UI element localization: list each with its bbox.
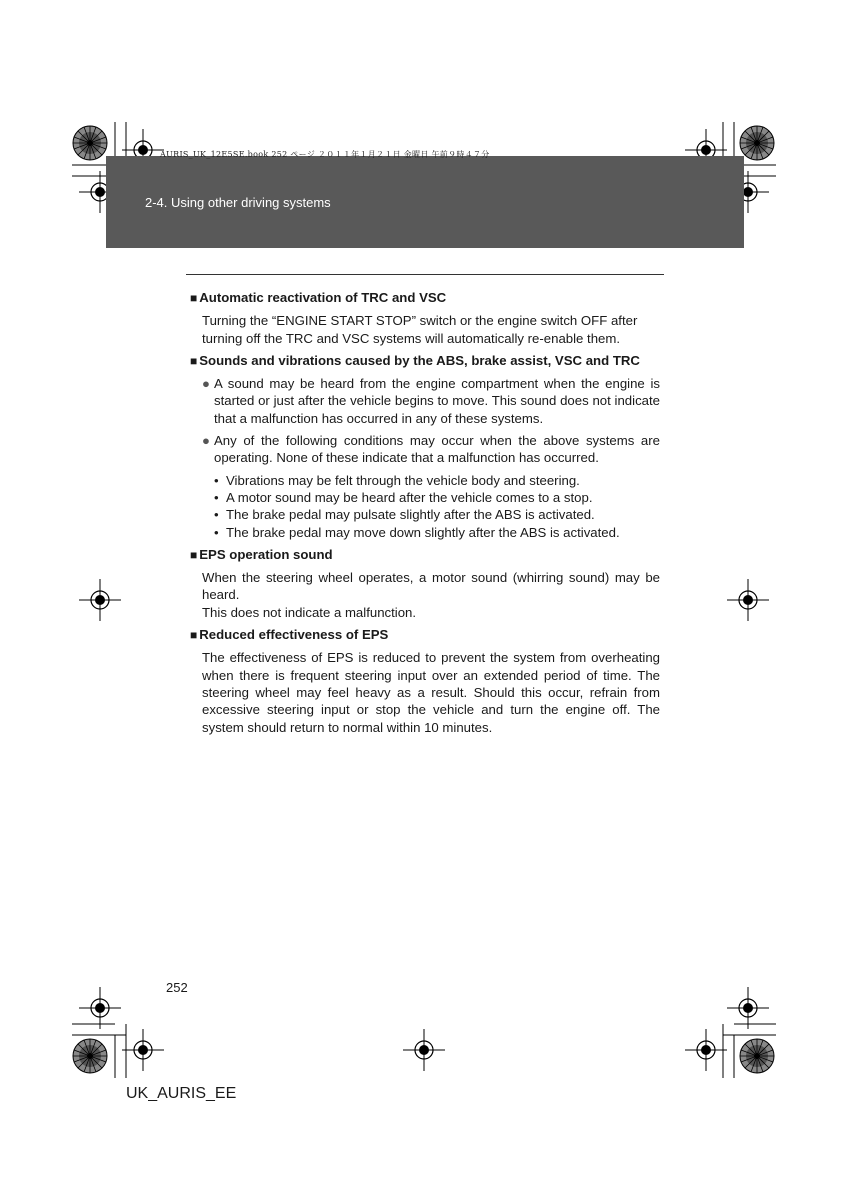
sub-bullet-item xyxy=(214,524,660,541)
bullet-text: Any of the following conditions may occur when the above systems are operating. None of these indicate that a malfunction has occurred. xyxy=(214,433,660,466)
heading-marker-icon: ■ xyxy=(190,353,198,368)
section-heading xyxy=(190,289,660,307)
heading-marker-icon: ■ xyxy=(190,291,198,305)
print-info-line: AURIS_UK_12E5SE.book 252 ページ ２０１１年１月２１日 金曜日 午前９時４７分 xyxy=(160,150,490,159)
page-content xyxy=(190,289,660,741)
heading-text: Reduced effectiveness of EPS xyxy=(199,627,389,643)
paragraph: The effectiveness of EPS is reduced to prevent the system from overheating when there is frequent steering input over an extended period of time. The steering wheel may feel heavy as a result. Should this occur, refrain from excessive steering input or stop the vehicle and turn the engine off. The system should return to normal within 10 minutes. xyxy=(202,650,660,735)
bullet-item xyxy=(202,375,660,427)
bullet-text: A sound may be heard from the engine compartment when the engine is started or just after the vehicle begins to move. This sound does not indicate that a malfunction has occurred in any of these systems. xyxy=(214,376,660,426)
heading-text: Automatic reactivation of TRC and VSC xyxy=(199,290,447,305)
page-number: 252 xyxy=(166,980,188,995)
paragraph xyxy=(202,312,660,347)
paragraph-line: This does not indicate a malfunction. xyxy=(202,604,417,620)
sub-bullet-dot-icon: • xyxy=(214,472,219,488)
document-code: UK_AURIS_EE xyxy=(126,1085,237,1102)
heading-text: Sounds and vibrations caused by the ABS, brake assist, VSC and TRC xyxy=(199,352,640,368)
bullet-dot-icon: ● xyxy=(202,376,210,392)
paragraph-line: Turning the “ENGINE START STOP” switch or the engine switch OFF after xyxy=(202,313,638,329)
sub-bullet-text: A motor sound may be heard after the vehicle comes to a stop. xyxy=(226,489,593,505)
top-rule xyxy=(186,274,664,275)
sub-bullet-dot-icon: • xyxy=(214,507,219,523)
heading-marker-icon: ■ xyxy=(190,547,198,562)
registration-mark-icon xyxy=(122,1029,164,1071)
paragraph-line: When the steering wheel operates, a motor sound (whirring sound) may be heard. xyxy=(202,570,660,603)
registration-mark-icon xyxy=(79,987,121,1029)
registration-star-icon xyxy=(740,1039,774,1073)
sub-bullet-item xyxy=(214,489,660,506)
registration-mark-icon xyxy=(727,987,769,1029)
section-heading xyxy=(190,352,660,370)
registration-mark-icon xyxy=(79,579,121,621)
paragraph xyxy=(202,569,660,621)
sub-bullet-dot-icon: • xyxy=(214,524,219,540)
heading-marker-icon: ■ xyxy=(190,628,198,643)
section-heading xyxy=(190,546,660,564)
paragraph-line: turning off the TRC and VSC systems will automatically re-enable them. xyxy=(202,330,621,346)
section-heading xyxy=(190,626,660,644)
sub-bullet-dot-icon: • xyxy=(214,489,219,505)
registration-star-icon xyxy=(73,1039,107,1073)
bullet-item xyxy=(202,432,660,467)
sub-bullet-item xyxy=(214,506,660,523)
bullet-dot-icon: ● xyxy=(202,433,210,449)
sub-bullet-text: Vibrations may be felt through the vehicle body and steering. xyxy=(226,472,580,488)
registration-mark-icon xyxy=(685,1029,727,1071)
section-title: 2-4. Using other driving systems xyxy=(145,195,331,210)
sub-bullet-text: The brake pedal may move down slightly after the ABS is activated. xyxy=(226,524,620,540)
registration-star-icon xyxy=(740,126,774,160)
registration-star-icon xyxy=(73,126,107,160)
registration-mark-icon xyxy=(727,579,769,621)
sub-bullet-list xyxy=(190,472,660,541)
heading-text: EPS operation sound xyxy=(199,546,333,562)
sub-bullet-item xyxy=(214,472,660,489)
sub-bullet-text: The brake pedal may pulsate slightly after the ABS is activated. xyxy=(226,507,595,523)
registration-mark-icon xyxy=(403,1029,445,1071)
